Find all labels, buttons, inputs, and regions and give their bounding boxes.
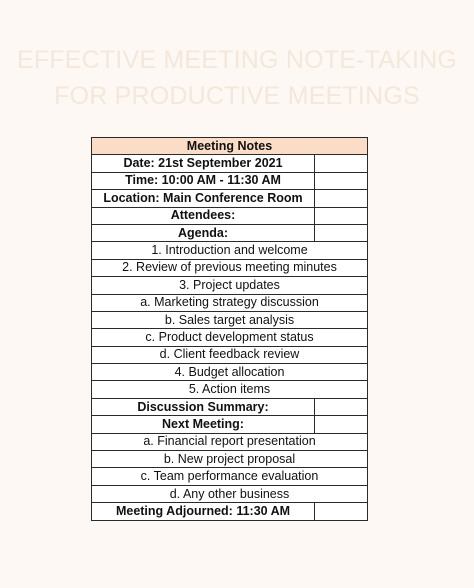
meeting-notes-body xyxy=(92,138,368,521)
table-row xyxy=(92,259,368,276)
table-cell: d. Any other business xyxy=(92,485,368,502)
table-row xyxy=(92,190,368,207)
table-cell: a. Financial report presentation xyxy=(92,433,368,450)
table-side-cell xyxy=(315,207,368,224)
table-side-cell xyxy=(315,503,368,520)
table-cell: Meeting Adjourned: 11:30 AM xyxy=(92,503,315,520)
table-cell: Discussion Summary: xyxy=(92,398,315,415)
table-row xyxy=(92,294,368,311)
table-cell: Date: 21st September 2021 xyxy=(92,155,315,172)
meeting-notes-table xyxy=(91,137,368,521)
table-row xyxy=(92,346,368,363)
table-title-row xyxy=(92,138,368,155)
table-row xyxy=(92,381,368,398)
table-cell: Time: 10:00 AM - 11:30 AM xyxy=(92,172,315,189)
table-row xyxy=(92,364,368,381)
table-row xyxy=(92,485,368,502)
page-heading-line-2: FOR PRODUCTIVE MEETINGS xyxy=(54,82,420,110)
table-cell: Agenda: xyxy=(92,224,315,241)
table-cell: c. Product development status xyxy=(92,329,368,346)
table-row xyxy=(92,155,368,172)
table-cell: a. Marketing strategy discussion xyxy=(92,294,368,311)
table-row xyxy=(92,172,368,189)
table-cell: Attendees: xyxy=(92,207,315,224)
table-side-cell xyxy=(315,190,368,207)
table-cell: c. Team performance evaluation xyxy=(92,468,368,485)
table-row xyxy=(92,207,368,224)
table-row xyxy=(92,416,368,433)
table-cell: d. Client feedback review xyxy=(92,346,368,363)
table-row xyxy=(92,451,368,468)
table-row xyxy=(92,503,368,520)
table-row xyxy=(92,468,368,485)
table-cell: 3. Project updates xyxy=(92,277,368,294)
table-row xyxy=(92,242,368,259)
table-cell: b. New project proposal xyxy=(92,451,368,468)
table-row xyxy=(92,329,368,346)
table-cell: 4. Budget allocation xyxy=(92,364,368,381)
table-cell: b. Sales target analysis xyxy=(92,311,368,328)
table-cell: Next Meeting: xyxy=(92,416,315,433)
table-side-cell xyxy=(315,224,368,241)
table-row xyxy=(92,277,368,294)
table-row xyxy=(92,433,368,450)
table-cell: 5. Action items xyxy=(92,381,368,398)
table-cell: Location: Main Conference Room xyxy=(92,190,315,207)
table-row xyxy=(92,311,368,328)
table-cell: 2. Review of previous meeting minutes xyxy=(92,259,368,276)
page-heading-line-1: EFFECTIVE MEETING NOTE-TAKING xyxy=(16,46,458,74)
table-row xyxy=(92,398,368,415)
table-title: Meeting Notes xyxy=(92,138,368,155)
table-side-cell xyxy=(315,416,368,433)
table-side-cell xyxy=(315,155,368,172)
table-side-cell xyxy=(315,172,368,189)
table-cell: 1. Introduction and welcome xyxy=(92,242,368,259)
table-side-cell xyxy=(315,398,368,415)
table-row xyxy=(92,224,368,241)
